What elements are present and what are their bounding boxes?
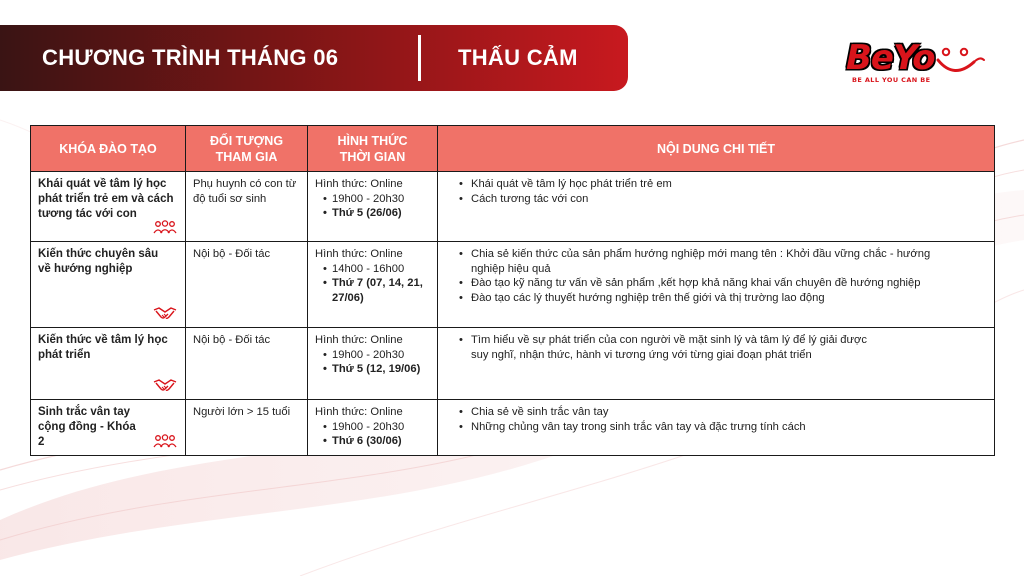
table-row	[31, 172, 995, 242]
course-name: Kiến thức chuyên sâu về hướng nghiệp	[38, 248, 159, 275]
beyo-logo	[846, 38, 992, 88]
page-subtitle: THẤU CẢM	[458, 45, 578, 70]
details-cell	[438, 242, 995, 328]
course-name: Sinh trắc vân tay cộng đồng - Khóa 2	[38, 406, 136, 448]
course-cell	[31, 172, 186, 242]
detail-list	[445, 177, 987, 206]
page-title: CHƯƠNG TRÌNH THÁNG 06	[42, 45, 339, 70]
audience-cell: Nội bộ - Đối tác	[186, 328, 308, 400]
method-list	[315, 348, 430, 377]
detail-item: • Đào tạo các lý thuyết hướng nghiệp trên thế giới và thị trường lao động	[459, 291, 947, 306]
detail-item: • Chia sẻ về sinh trắc vân tay	[459, 405, 947, 420]
header-details: NỘI DUNG CHI TIẾT	[438, 126, 995, 172]
time-item: • 19h00 - 20h30	[323, 420, 430, 435]
logo-wordmark: BeYo	[846, 38, 935, 78]
detail-item: • Đào tạo kỹ năng tư vấn về sản phẩm ,kết hợp khả năng khai vấn chuyên đề hướng nghiệp	[459, 276, 947, 291]
detail-item: • Cách tương tác với con	[459, 192, 947, 207]
table-row	[31, 328, 995, 400]
detail-list	[445, 247, 987, 305]
time-item: • 19h00 - 20h30	[323, 348, 430, 363]
detail-item: • Những chủng vân tay trong sinh trắc vân tay và đặc trưng tính cách	[459, 420, 947, 435]
day-item: • Thứ 6 (30/06)	[323, 434, 430, 449]
time-item: • 14h00 - 16h00	[323, 262, 430, 277]
audience-cell: Người lớn > 15 tuổi	[186, 400, 308, 456]
logo-tagline: BE ALL YOU CAN BE	[852, 76, 931, 84]
method-label: Hình thức: Online	[315, 334, 403, 346]
method-label: Hình thức: Online	[315, 406, 403, 418]
handshake-icon	[153, 377, 177, 393]
people-icon	[153, 219, 177, 235]
day-item: • Thứ 7 (07, 14, 21, 27/06)	[323, 276, 430, 305]
course-name: Khái quát về tâm lý học phát triển trẻ em và cách tương tác với con	[38, 178, 174, 220]
details-cell	[438, 172, 995, 242]
method-list	[315, 420, 430, 449]
audience-cell: Nội bộ - Đối tác	[186, 242, 308, 328]
details-cell	[438, 328, 995, 400]
detail-item: • Tìm hiểu về sự phát triển của con người về mặt sinh lý và tâm lý để lý giải được suy nghĩ, nhận thức, hành vi tương ứng với từng giai đoạn phát triển	[459, 333, 877, 362]
method-cell	[308, 328, 438, 400]
header-divider	[418, 35, 421, 81]
table-header-row	[31, 126, 995, 172]
method-cell	[308, 242, 438, 328]
handshake-icon	[153, 305, 177, 321]
people-icon	[153, 433, 177, 449]
program-table	[30, 125, 995, 456]
header-course: KHÓA ĐÀO TẠO	[31, 126, 186, 172]
course-cell	[31, 400, 186, 456]
header-audience: ĐỐI TƯỢNG THAM GIA	[186, 126, 308, 172]
header-method: HÌNH THỨC THỜI GIAN	[308, 126, 438, 172]
method-list	[315, 192, 430, 221]
course-cell	[31, 328, 186, 400]
detail-list	[445, 405, 987, 434]
detail-item: • Chia sẻ kiến thức của sản phẩm hướng nghiệp mới mang tên : Khởi đầu vững chắc - hướng nghiệp hiệu quả	[459, 247, 947, 276]
table-row	[31, 242, 995, 328]
method-cell	[308, 172, 438, 242]
time-item: • 19h00 - 20h30	[323, 192, 430, 207]
day-item: • Thứ 5 (12, 19/06)	[323, 362, 430, 377]
method-label: Hình thức: Online	[315, 178, 403, 190]
detail-item: • Khái quát về tâm lý học phát triển trẻ em	[459, 177, 947, 192]
details-cell	[438, 400, 995, 456]
day-item: • Thứ 5 (26/06)	[323, 206, 430, 221]
detail-list	[445, 333, 987, 362]
course-cell	[31, 242, 186, 328]
audience-cell: Phụ huynh có con từ độ tuổi sơ sinh	[186, 172, 308, 242]
header-banner	[0, 25, 628, 91]
table-row	[31, 400, 995, 456]
method-label: Hình thức: Online	[315, 248, 403, 260]
logo-smile-icon	[934, 40, 988, 80]
method-list	[315, 262, 430, 306]
course-name: Kiến thức về tâm lý học phát triển	[38, 334, 168, 361]
method-cell	[308, 400, 438, 456]
